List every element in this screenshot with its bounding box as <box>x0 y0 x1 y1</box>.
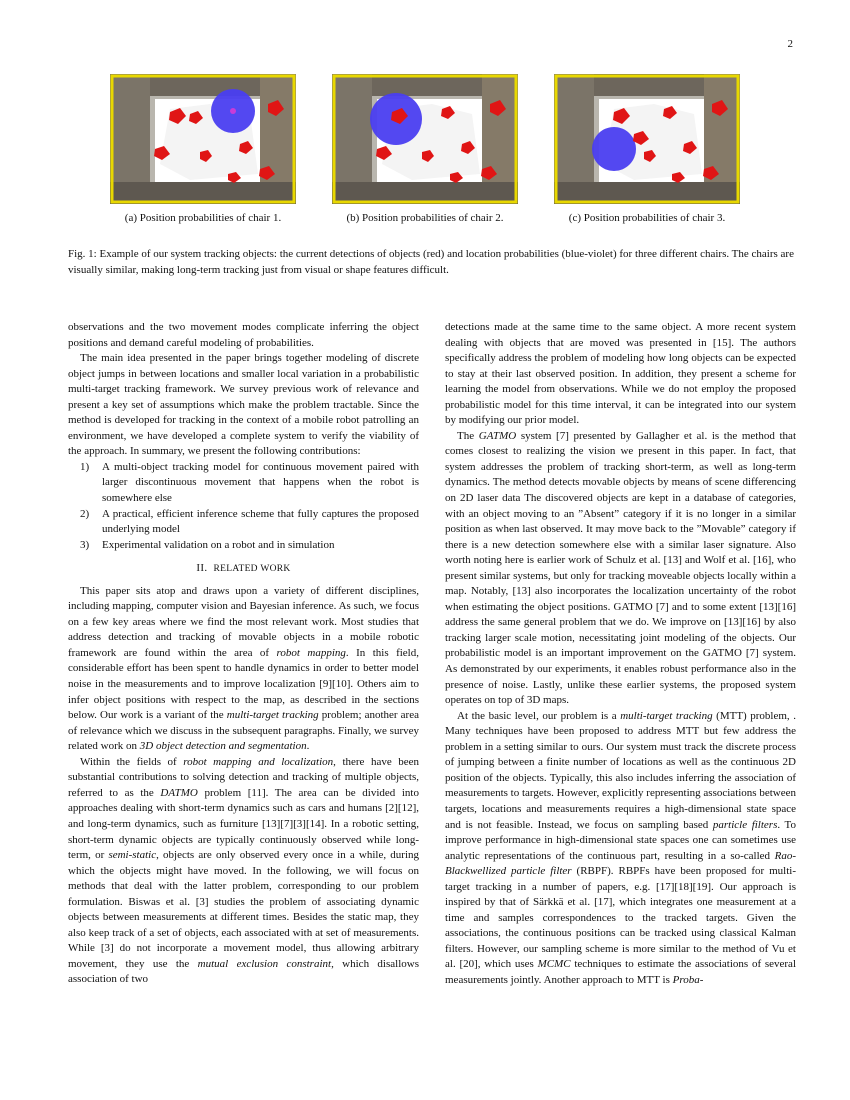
list-item <box>68 460 419 507</box>
paragraph: This paper sits atop and draws upon a variety of different disciplines, including mapping, computer vision and Bayesian inference. As such, we focus on a few key areas where we find the most relevant work. Most studies that address detection and tracking of movable objects in a mobile robotic framework are found within the area of robot mapping. In this field, considerable effort has been spent to handle dynamics in order to better model noise in the measurements and to improve localization [9][10]. Others aim to infer object positions with respect to the map, as described in the sections below. Our work is a variant of the multi-target tracking problem; another area of relevance which we discuss in the subsequent paragraphs. Finally, we survey related work on 3D object detection and segmentation. <box>68 584 419 753</box>
list-item-text: A multi-object tracking model for continuous movement paired with larger discontinuous movement that happens when the robot is somewhere else <box>102 460 419 505</box>
section-number: II. <box>196 562 208 575</box>
right-column <box>445 320 796 989</box>
page-number: 2 <box>787 38 793 50</box>
figure-panel-b-image <box>332 74 518 204</box>
figure-1 <box>110 74 740 206</box>
paragraph: At the basic level, our problem is a multi-target tracking (MTT) problem, . Many techniques have been proposed to address MTT but few address the problem in a setting similar to ours. Our system must track the discrete process of jumping between a finite number of locations as well as the continuous 2D position of the objects. Typically, this also includes inferring the association of measurements to targets. However, explicitly representing associations between targets, locations and measurements requires a high-dimensional state space and is not feasible. Instead, we focus on sampling based particle filters. To improve performance in high-dimensional state spaces one can sometimes use analytic representations of the continuous part, resulting in a so-called Rao-Blackwellized particle filter (RBPF). RBPFs have been proposed for multi-target tracking in a number of papers, e.g. [17][18][19]. Our approach is inspired by that of Särkkä et al. [17], which integrates one measurement at a time and samples correspondences to the tracked targets. Given the associations, the continuous positions can be tracked using classical Kalman filters. However, our sampling scheme is more similar to the method of Vu et al. [20], which uses MCMC techniques to estimate the associations of several measurements jointly. Another approach to MTT is Proba- <box>445 709 796 986</box>
paragraph: observations and the two movement modes complicate inferring the object positions and demand careful modeling of probabilities. <box>68 321 419 349</box>
figure-subcaption-c: (c) Position probabilities of chair 3. <box>568 212 726 224</box>
paragraph: detections made at the same time to the same object. A more recent system dealing with objects that are moved was presented in [15]. The authors specifically address the problem of modeling how long objects can be expected to stay at their last observed position. In addition, they present a scheme for learning the model from observations. While we do not employ the proposed probabilistic model for this time interval, it can be integrated into our system by modifying our prior model. <box>445 321 796 427</box>
paragraph: The GATMO system [7] presented by Gallagher et al. is the method that comes closest to realizing the vision we present in this paper. In fact, that system addresses the problem of tracking short-term, as well as long-term dynamics. The method detects movable objects by means of scene differencing on 2D laser data The discovered objects are kept in a database of categories, with an object moving to an ”Absent” category if it is no longer in a similar position as when last observed. It may move back to the ”Movable” category if there is a new detection somewhere else with a similar laser signature. Also worth noting here is earlier work of Schulz et al. [13] and Wolf et al. [16], who present similar systems, but only for tracking moveable objects locally within a map. Notably, [13] also incorporates the localization uncertainty of the robot when estimating the object positions. GATMO [7] and to some extent [13][16] address the same general problem that we do. We improve on [13][16] by also tracking larger scale motion, necessitating joint modeling of the objects. Our probabilistic model is an important improvement on the GATMO [7] system. As demonstrated by our experiments, it enables robust performance also in the presence of noise. Lastly, unlike these earlier systems, the proposed system operates on top of 3D maps. <box>445 429 796 707</box>
figure-panel-c-image <box>554 74 740 204</box>
paragraph: The main idea presented in the paper brings together modeling of discrete object jumps in between locations and smaller local variation in a probabilistic multi-target tracking framework. We survey previous work of relevance and present a key set of assumptions which make the problem tractable. Since the method is developed for tracking in the context of a mobile robot patrolling an environment, we have developed a complete system to verify the viability of the approach. In summary, we present the following contributions: <box>68 352 419 458</box>
list-item-number: 3) <box>80 538 90 551</box>
section-title: RELATED WORK <box>213 564 291 575</box>
list-item <box>68 538 419 554</box>
list-item-number: 1) <box>80 460 90 473</box>
list-item-text: Experimental validation on a robot and in simulation <box>102 538 335 551</box>
figure-caption: Fig. 1: Example of our system tracking objects: the current detections of objects (red) and location probabilities (blue-violet) for three different chairs. The chairs are visually similar, making long-term tracking just from visual or shape features difficult. <box>68 248 794 276</box>
left-column <box>68 320 419 988</box>
figure-panel-a-image <box>110 74 296 204</box>
figure-subcaption-a: (a) Position probabilities of chair 1. <box>124 212 282 224</box>
paragraph: Within the fields of robot mapping and localization, there have been substantial contributions to solving detection and tracking of multiple objects, referred to as the DATMO problem [11]. The area can be divided into approaches dealing with short-term dynamics such as cars and humans [2][12], and long-term dynamics, such as furniture [13][7][3][14]. In a robotic setting, short-term dynamic objects are typically continuously observed while long-term, or semi-static, objects are only observed every once in a while, during which the objects might have moved. In the following, we will focus on methods that deal with the latter problem, corresponding to our problem formulation. Biswas et al. [3] studies the problem of associating dynamic objects between measurements at different times. Besides the static map, they also keep track of a set of objects, each associated with at set of measurements. While [3] do not incorporate a movement model, thus allowing arbitrary movement, they use the mutual exclusion constraint, which disallows association of two <box>68 755 420 986</box>
contributions-list <box>68 460 419 553</box>
section-heading <box>68 561 419 578</box>
list-item-number: 2) <box>80 507 90 520</box>
figure-subcaption-b: (b) Position probabilities of chair 2. <box>346 212 504 224</box>
list-item <box>68 507 419 538</box>
list-item-text: A practical, efficient inference scheme that fully captures the proposed underlying model <box>102 507 419 536</box>
